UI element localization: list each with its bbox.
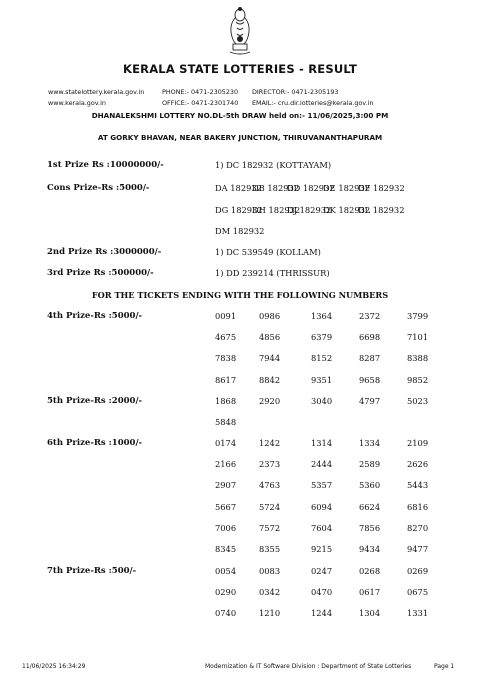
fourth-prize-number: 9852 — [407, 374, 429, 385]
fifth-prize-number: 1868 — [215, 396, 237, 406]
sixth-prize-number: 2907 — [215, 480, 237, 491]
seventh-prize-number: 0247 — [311, 566, 333, 576]
seventh-prize-number: 0290 — [215, 587, 237, 598]
sixth-prize-number: 5360 — [359, 480, 381, 491]
sixth-prize-number: 1334 — [359, 438, 381, 448]
fourth-prize-number: 8842 — [259, 374, 281, 385]
fourth-prize-number: 1364 — [311, 311, 333, 321]
sixth-prize-number: 2373 — [259, 459, 281, 470]
cons-prize-ticket: DL 182932 — [358, 205, 405, 215]
fourth-prize-number: 4675 — [215, 332, 237, 343]
page-title: KERALA STATE LOTTERIES - RESULT — [122, 62, 358, 76]
fourth-prize-number: 4856 — [259, 332, 281, 343]
sixth-prize-number: 7572 — [259, 522, 281, 533]
cons-prize-ticket: DB 182932 — [252, 183, 300, 193]
sixth-prize-number: 2626 — [407, 459, 429, 470]
second-prize-label: 2nd Prize Rs :3000000/- — [47, 247, 162, 257]
cons-prize-ticket: DH 182932 — [252, 205, 301, 215]
seventh-prize-number: 0675 — [407, 587, 429, 598]
cons-prize-label: Cons Prize-Rs :5000/- — [47, 183, 150, 193]
sixth-prize-number: 8270 — [407, 522, 429, 533]
director-phone-text: DIRECTOR:- 0471-2305193 — [252, 88, 339, 96]
sixth-prize-number: 2166 — [215, 459, 237, 470]
sixth-prize-number: 8355 — [259, 544, 281, 554]
fourth-prize-label: 4th Prize-Rs :5000/- — [47, 311, 143, 321]
sixth-prize-number: 7856 — [359, 522, 381, 533]
fourth-prize-number: 8152 — [311, 353, 333, 364]
cons-prize-ticket: DK 182932 — [323, 205, 371, 215]
third-prize-label: 3rd Prize Rs :500000/- — [47, 268, 154, 278]
fifth-prize-number: 5848 — [215, 417, 237, 428]
fifth-prize-label: 5th Prize-Rs :2000/- — [47, 396, 143, 406]
cons-prize-ticket: DJ 182932 — [287, 205, 332, 215]
sixth-prize-number: 5443 — [407, 480, 429, 491]
fourth-prize-number: 9351 — [311, 374, 333, 385]
seventh-prize-number: 0269 — [407, 566, 429, 576]
sixth-prize-number: 6624 — [359, 501, 381, 512]
seventh-prize-number: 1244 — [311, 608, 333, 619]
fourth-prize-number: 8287 — [359, 353, 381, 364]
page-number: Page 1 — [434, 663, 455, 670]
sixth-prize-number: 6816 — [407, 501, 429, 512]
seventh-prize-number: 0268 — [359, 566, 381, 576]
fourth-prize-number: 9658 — [359, 374, 381, 385]
print-timestamp: 11/06/2025 16:34:29 — [22, 663, 86, 670]
seventh-prize-number: 0470 — [311, 587, 333, 598]
fifth-prize-number: 3040 — [311, 396, 333, 406]
fifth-prize-number: 5023 — [407, 396, 429, 406]
sixth-prize-number: 5667 — [215, 501, 237, 512]
sixth-prize-number: 6094 — [311, 501, 333, 512]
seventh-prize-number: 1331 — [407, 608, 429, 619]
fourth-prize-number: 8388 — [407, 353, 429, 364]
fifth-prize-number: 4797 — [359, 396, 381, 406]
division-credit: Modernization & IT Software Division : Department of State Lotteries — [205, 663, 412, 670]
fourth-prize-number: 7838 — [215, 353, 237, 364]
sixth-prize-label: 6th Prize-Rs :1000/- — [47, 438, 143, 448]
cons-prize-ticket: DG 182932 — [215, 205, 263, 215]
sixth-prize-number: 1314 — [311, 438, 333, 448]
sixth-prize-number: 8345 — [215, 544, 237, 554]
sixth-prize-number: 5357 — [311, 480, 333, 491]
seventh-prize-number: 0617 — [359, 587, 381, 598]
ending-numbers-header: FOR THE TICKETS ENDING WITH THE FOLLOWING NUMBERS — [91, 290, 389, 300]
sixth-prize-number: 2444 — [311, 459, 333, 470]
second-prize-value: 1) DC 539549 (KOLLAM) — [215, 247, 321, 257]
fifth-prize-number: 2920 — [259, 396, 281, 406]
phone-text: PHONE:- 0471-2305230 — [162, 88, 239, 96]
seventh-prize-number: 1210 — [259, 608, 281, 619]
sixth-prize-number: 0174 — [215, 438, 237, 448]
sixth-prize-number: 7604 — [311, 522, 333, 533]
seventh-prize-number: 0342 — [259, 587, 281, 598]
seventh-prize-number: 0083 — [259, 566, 281, 576]
sixth-prize-number: 7006 — [215, 522, 237, 533]
sixth-prize-number: 4763 — [259, 480, 281, 491]
fourth-prize-number: 0986 — [259, 311, 281, 321]
office-phone-text: OFFICE:- 0471-2301740 — [162, 99, 239, 107]
first-prize-label: 1st Prize Rs :10000000/- — [47, 160, 164, 170]
seventh-prize-number: 0054 — [215, 566, 237, 576]
fourth-prize-number: 8617 — [215, 374, 237, 385]
draw-info: DHANALEKSHMI LOTTERY NO.DL-5th DRAW held on:- 11/06/2025,3:00 PM — [91, 111, 389, 120]
third-prize-value: 1) DD 239214 (THRISSUR) — [215, 268, 330, 278]
first-prize-value: 1) DC 182932 (KOTTAYAM) — [215, 160, 332, 170]
venue-text: AT GORKY BHAVAN, NEAR BAKERY JUNCTION, THIRUVANANTHAPURAM — [97, 133, 383, 142]
kerala-emblem-icon — [226, 4, 254, 56]
sixth-prize-number: 9215 — [311, 544, 333, 554]
fourth-prize-number: 7944 — [259, 353, 281, 364]
sixth-prize-number: 5724 — [259, 501, 281, 512]
fourth-prize-number: 6698 — [359, 332, 381, 343]
cons-prize-ticket: DE 182932 — [323, 183, 371, 193]
fourth-prize-number: 6379 — [311, 332, 333, 343]
kerala-gov-link[interactable]: www.kerala.gov.in — [48, 99, 106, 107]
seventh-prize-number: 0740 — [215, 608, 237, 619]
sixth-prize-number: 1242 — [259, 438, 281, 448]
sixth-prize-number: 9434 — [359, 544, 381, 554]
website-link[interactable]: www.statelottery.kerala.gov.in — [48, 88, 145, 96]
fourth-prize-number: 0091 — [215, 311, 237, 321]
sixth-prize-number: 2109 — [407, 438, 429, 448]
seventh-prize-label: 7th Prize-Rs :500/- — [47, 566, 137, 576]
fourth-prize-number: 3799 — [407, 311, 429, 321]
fourth-prize-number: 2372 — [359, 311, 381, 321]
cons-prize-ticket: DF 182932 — [358, 183, 405, 193]
cons-prize-ticket: DM 182932 — [215, 226, 265, 236]
sixth-prize-number: 9477 — [407, 544, 429, 554]
sixth-prize-number: 2589 — [359, 459, 381, 470]
seventh-prize-number: 1304 — [359, 608, 381, 619]
cons-prize-ticket: DD 182932 — [287, 183, 335, 193]
email-text: EMAIL:- cru.dir.lotteries@kerala.gov.in — [252, 99, 374, 107]
fourth-prize-number: 7101 — [407, 332, 429, 343]
cons-prize-ticket: DA 182932 — [215, 183, 262, 193]
